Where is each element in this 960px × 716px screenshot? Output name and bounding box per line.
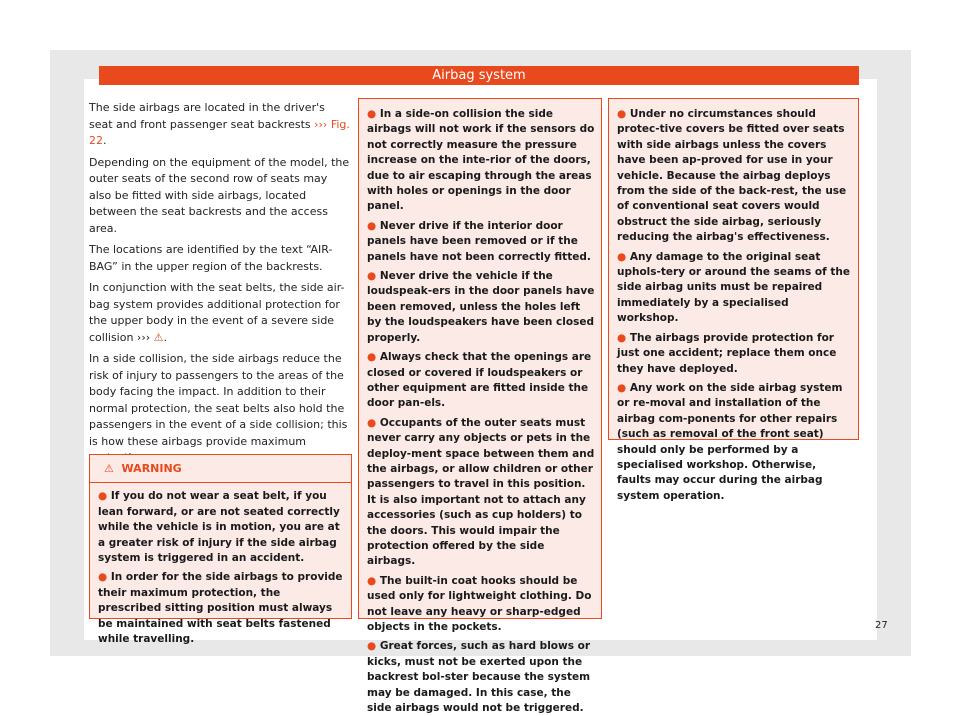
bullet-icon: ● [367, 574, 377, 587]
list-item: ● In order for the side airbags to provide their maximum protection, the prescribed sitting position must always be maintained with seat belts fastened while travelling. [98, 571, 343, 646]
warning-triangle-icon[interactable]: ⚠ [153, 330, 164, 344]
bullet-icon: ● [617, 250, 627, 263]
bullet-icon: ● [367, 351, 377, 364]
list-item: ● In a side-on collision the side airbags will not work if the sensors do not correctly measure the pressure increase on the inte-rior of the doors, due to air escaping through the areas with holes or openings in the door panel. [367, 108, 595, 213]
page-number: 27 [875, 620, 888, 631]
paragraph: In a side collision, the side airbags reduce the risk of injury to passengers to the areas of the body facing the impact. In addition to their normal protection, the seat belts also hold the passengers in the event of a side collision; this is how these airbags provide maximum [89, 352, 348, 448]
list-item: ● Occupants of the outer seats must never carry any objects or pets in the deploy-ment space between them and the airbags, or allow children or other passengers to travel in this position. It is also important not to attach any accessories (such as cup holders) to the doors. This would impair the protection offered by the side airbags. [367, 416, 595, 568]
warning-heading: ⚠ WARNING [90, 455, 351, 483]
body-column [89, 100, 351, 472]
paragraph: The side airbags are located in the driver's seat and front passenger seat backrests ››› Fig. 22. [89, 101, 350, 147]
bullet-icon: ● [367, 270, 377, 283]
bullet-icon: ● [98, 490, 108, 503]
list-item: ● Under no circumstances should protec-tive covers be fitted over seats with side airbags unless the covers have been ap-proved for use in your vehicle. Because the airbag deploys from the side of the back-rest, the use of conventional seat covers would obstruct the side airbag, seriously reducing the airbag's effectiveness. [617, 108, 847, 244]
warning-continuation-box [608, 98, 859, 502]
bullet-icon: ● [367, 640, 377, 653]
warning-triangle-icon: ⚠ [104, 462, 114, 475]
warning-continuation-box [358, 98, 602, 715]
paragraph: The locations are identified by the text “AIR-BAG” in the upper region of the backrests. [89, 243, 333, 273]
bullet-icon: ● [367, 219, 377, 232]
list-item: ● The built-in coat hooks should be used only for lightweight clothing. Do not leave any heavy or sharp-edged objects in the pockets. [367, 574, 592, 633]
paragraph: Depending on the equipment of the model, the outer seats of the second row of seats may also be fitted with side airbags, located between the seat backrests and the access area. [89, 155, 350, 235]
list-item: ● Never drive the vehicle if the loudspeak-ers in the door panels have been removed, unless the holes left by the loudspeakers have been closed properly. [367, 270, 595, 344]
figure-reference-link[interactable]: ››› Fig. 22 [89, 117, 350, 147]
list-item: ● Always check that the openings are closed or covered if loudspeakers or other equipment are fitted inside the door pan-els. [367, 351, 592, 410]
list-item: ● Never drive if the interior door panels have been removed or if the panels have not been correctly fitted. [367, 219, 591, 263]
paragraph: In conjunction with the seat belts, the side air-bag system provides additional protection for the upper body in the event of a severe side collision ››› ⚠. [89, 281, 345, 344]
list-item: ● If you do not wear a seat belt, if you lean forward, or are not seated correctly while the vehicle is in motion, you are at a greater risk of injury if the side airbag system is triggered in an accident. [98, 490, 340, 565]
list-item: ● Great forces, such as hard blows or kicks, must not be exerted upon the backrest bol-ster because the system may be damaged. In this case, the side airbags would not be triggered. [367, 640, 591, 715]
list-item: ● The airbags provide protection for just one accident; replace them once they have deployed. [617, 331, 837, 375]
bullet-icon: ● [617, 331, 627, 344]
bullet-icon: ● [367, 108, 377, 120]
bullet-icon: ● [367, 416, 377, 429]
list-item: ● Any damage to the original seat uphols-tery or around the seams of the side airbag units must be repaired immediately by a specialised workshop. [617, 250, 850, 325]
bullet-icon: ● [617, 108, 627, 120]
list-item: ● Any work on the side airbag system or re-moval and installation of the airbag com-ponents for other repairs (such as removal of the front seat) should only be performed by a specialised workshop. Otherwise, faults may occur during the airbag system operation. [617, 381, 843, 502]
section-header: Airbag system [99, 66, 859, 85]
bullet-icon: ● [617, 381, 627, 394]
warning-box [89, 454, 352, 646]
bullet-icon: ● [98, 571, 108, 584]
